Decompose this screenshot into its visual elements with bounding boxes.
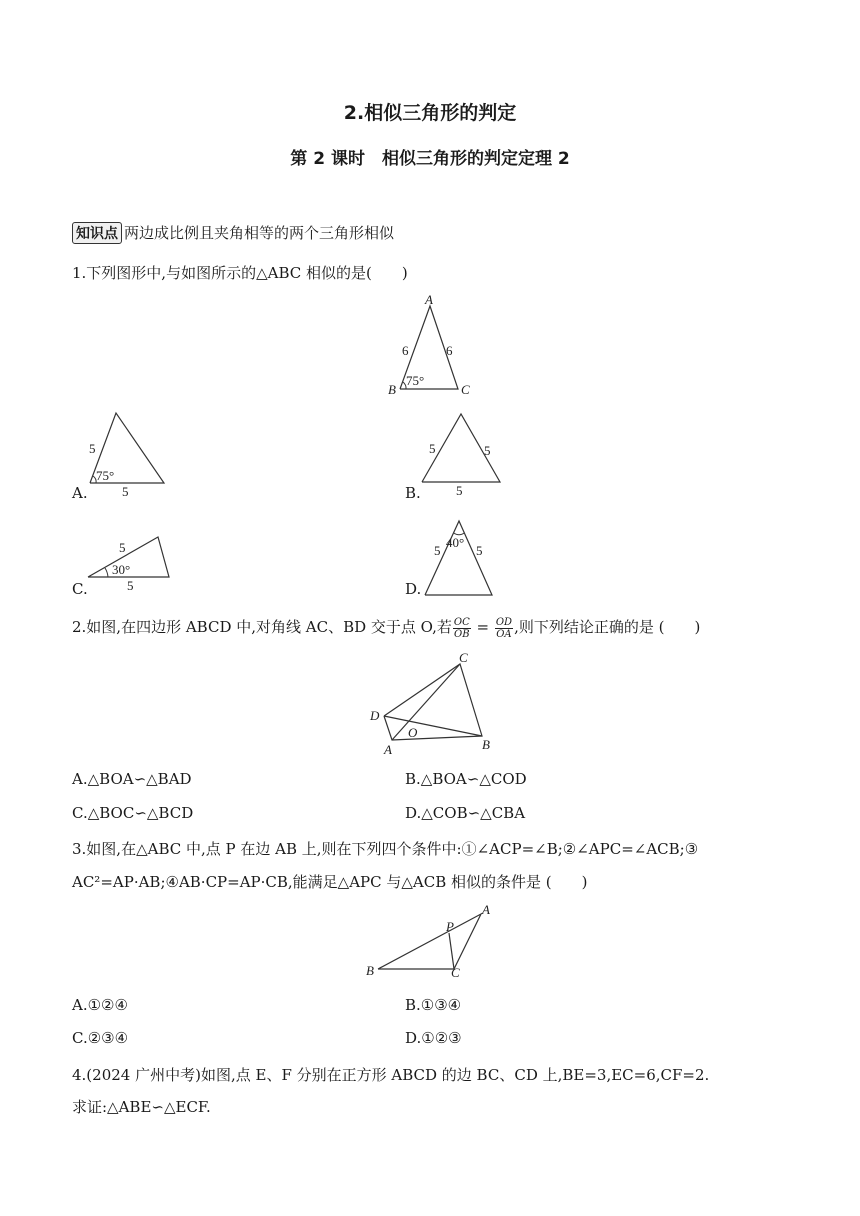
knowledge-text: 两边成比例且夹角相等的两个三角形相似 bbox=[124, 224, 395, 242]
q3-option-c[interactable]: C.②③④ bbox=[72, 1029, 129, 1047]
fig-a-angle: 75° bbox=[96, 468, 115, 483]
q1-option-a[interactable]: A. bbox=[72, 484, 88, 502]
label-o: O bbox=[408, 725, 418, 740]
quadrilateral-abcd bbox=[384, 664, 482, 740]
knowledge-point bbox=[72, 222, 394, 244]
knowledge-badge: 知识点 bbox=[72, 222, 122, 244]
label-c: C bbox=[459, 650, 468, 665]
q3-stem-line2: AC²=AP·AB;④AB·CP=AP·CB,能满足△APC 与△ACB 相似的条件是 ( ) bbox=[72, 873, 588, 891]
lesson-subtitle: 第 2 课时 相似三角形的判定定理 2 bbox=[290, 149, 570, 169]
triangle-abc bbox=[378, 914, 481, 969]
segment-cp bbox=[449, 933, 454, 969]
q2-option-c[interactable]: C.△BOC∽△BCD bbox=[72, 804, 194, 822]
side-ac: 6 bbox=[446, 343, 453, 358]
q1-option-c[interactable]: C. bbox=[72, 580, 88, 598]
label-p: P bbox=[446, 919, 454, 934]
q3-figure bbox=[362, 900, 507, 980]
q2-stem: 2.如图,在四边形 ABCD 中,对角线 AC、BD 交于点 O,若 $\frac{OC}{OB}$ = $\frac{OD}{OA}$ ,则下列结论正确的是 ( ) bbox=[72, 616, 701, 640]
label-b: B bbox=[388, 382, 396, 397]
label-b: B bbox=[482, 737, 490, 752]
label-a: A bbox=[384, 742, 392, 757]
fig-b-base: 5 bbox=[456, 483, 463, 498]
q1-fig-d bbox=[422, 515, 502, 597]
label-c: C bbox=[461, 382, 470, 397]
diagonal-ac bbox=[392, 664, 460, 740]
q3-option-b[interactable]: B.①③④ bbox=[405, 996, 462, 1014]
q1-fig-b bbox=[415, 408, 510, 498]
q3-option-a[interactable]: A.①②④ bbox=[72, 996, 128, 1014]
q2-option-a[interactable]: A.△BOA∽△BAD bbox=[72, 770, 192, 788]
fig-c-base: 5 bbox=[127, 578, 134, 593]
q4-stem-line1: 4.(2024 广州中考)如图,点 E、F 分别在正方形 ABCD 的边 BC、CD 上,BE=3,EC=6,CF=2. bbox=[72, 1066, 710, 1084]
fig-a-side: 5 bbox=[89, 441, 96, 456]
fig-b-right: 5 bbox=[484, 443, 491, 458]
q2-option-b[interactable]: B.△BOA∽△COD bbox=[405, 770, 527, 788]
angle-b: 75° bbox=[406, 373, 425, 388]
q3-option-d[interactable]: D.①②③ bbox=[405, 1029, 462, 1047]
fig-d-right: 5 bbox=[476, 543, 483, 558]
q1-option-b[interactable]: B. bbox=[405, 484, 421, 502]
label-b: B bbox=[366, 963, 374, 978]
q2-option-d[interactable]: D.△COB∽△CBA bbox=[405, 804, 526, 822]
q2-stem-suffix: ,则下列结论正确的是 ( ) bbox=[514, 618, 701, 636]
fig-d-angle: 40° bbox=[446, 535, 465, 550]
fraction-oc-ob: $\frac{OC}{OB}$ bbox=[453, 616, 470, 640]
fig-d-left: 5 bbox=[434, 543, 441, 558]
fig-b-left: 5 bbox=[429, 441, 436, 456]
fig-c-side: 5 bbox=[119, 540, 126, 555]
q1-fig-a bbox=[84, 405, 174, 500]
q4-stem-line2: 求证:△ABE∽△ECF. bbox=[72, 1098, 211, 1116]
label-d: D bbox=[370, 708, 380, 723]
label-c: C bbox=[451, 965, 460, 980]
q2-stem-prefix: 2.如图,在四边形 ABCD 中,对角线 AC、BD 交于点 O,若 bbox=[72, 618, 452, 636]
page-title: 2.相似三角形的判定 bbox=[343, 102, 517, 124]
q3-stem-line1: 3.如图,在△ABC 中,点 P 在边 AB 上,则在下列四个条件中:①∠ACP=∠B;②∠APC=∠ACB;③ bbox=[72, 840, 699, 858]
q2-figure bbox=[362, 650, 512, 760]
q1-option-d[interactable]: D. bbox=[405, 580, 422, 598]
q1-main-triangle bbox=[380, 288, 490, 403]
side-ab: 6 bbox=[402, 343, 409, 358]
fraction-od-oa: $\frac{OD}{OA}$ bbox=[495, 616, 513, 640]
label-a: A bbox=[482, 902, 490, 917]
fig-c-angle: 30° bbox=[112, 562, 131, 577]
q1-fig-c bbox=[82, 532, 177, 594]
q1-stem: 1.下列图形中,与如图所示的△ABC 相似的是( ) bbox=[72, 264, 408, 282]
label-a: A bbox=[425, 292, 433, 307]
fig-a-base: 5 bbox=[122, 484, 129, 499]
